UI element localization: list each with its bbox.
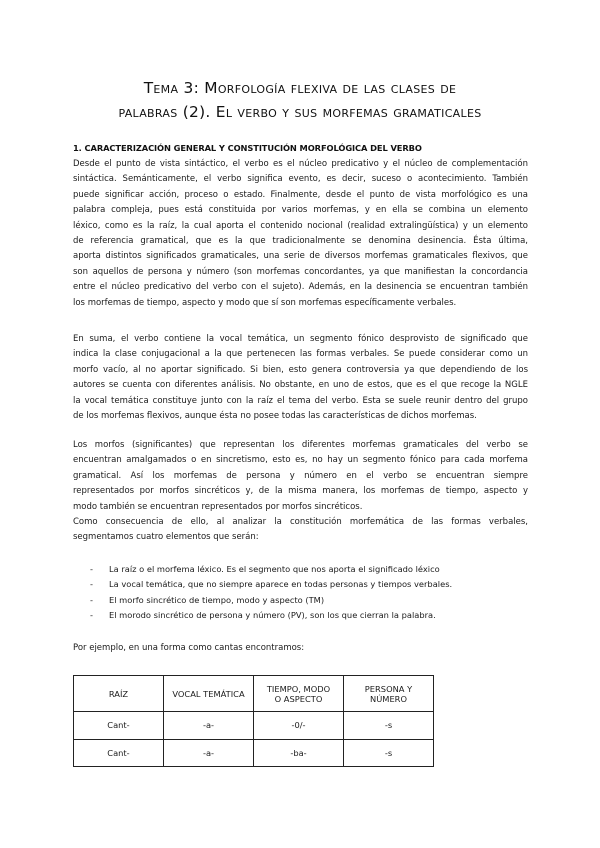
paragraph-line: morfo vacío, al no aportar significado. Si bien, esto genera controversia ya que dependiendo de los [73,364,528,375]
list-item [73,593,528,608]
table-cell: -s [344,712,434,740]
paragraph-line: segmentamos cuatro elementos que serán: [73,532,259,543]
title-prefix: Tema 3: [143,79,205,97]
table-cell: -s [344,739,434,767]
paragraph-line: autores se cuenta con diferentes análisis. No obstante, en uno de estos, que es el que recoge la NGLE [73,380,528,391]
table-header-text: O ASPECTO [274,693,323,704]
list-item-text: La raíz o el morfema léxico. Es el segmento que nos aporta el significado léxico [109,564,440,574]
bullet-marker: - [90,579,93,590]
paragraph-line: Desde el punto de vista sintáctico, el verbo es el núcleo predicativo y el núcleo de complementación [73,159,528,169]
paragraph-line: los morfemas de tiempo, aspecto y modo que sí son morfemas específicamente verbales. [73,297,457,308]
table-row [74,712,434,740]
table-header-text: PERSONA Y [364,683,413,694]
bullet-marker: - [90,594,93,605]
paragraph-line: son aquellos de persona y número (son morfemas concordantes, ya que manifiestan la concordancia [73,266,528,277]
table-cell: -a- [164,712,254,740]
paragraph-line: entre el núcleo predicativo del verbo con el sujeto). Además, en la desinencia se encuentran también [73,282,528,293]
table-cell: -a- [164,739,254,767]
title-line-2: palabras (2). El verbo y sus morfemas gramaticales [118,103,482,121]
title-line-1-text: Morfología flexiva de las clases de [204,79,457,97]
list-item [73,562,528,577]
paragraph-line: gramatical. Así los morfemas de persona y número en el verbo se encuentran siempre [73,470,528,481]
list-item [73,577,528,592]
table-header-cell [254,676,344,712]
table-cell: Cant- [74,712,164,740]
paragraph-line: Los morfos (significantes) que representan los diferentes morfemas gramaticales del verbo se [73,440,528,450]
table-cell: -ba- [254,739,344,767]
paragraph-line: Como consecuencia de ello, al analizar la constitución morfemática de las formas verbales, [73,517,528,528]
paragraph-line: de referencia gramatical, que es la que tradicionalmente se denomina desinencia. Ésta última, [73,236,528,247]
example-intro: Por ejemplo, en una forma como cantas encontramos: [73,643,305,653]
table-header-text: NÚMERO [370,693,407,704]
paragraph-1 [73,157,528,311]
table-header-text: RAÍZ [108,688,129,699]
paragraph-line: sintáctica. Semánticamente, el verbo significa evento, es decir, suceso o acontecimiento. También [73,174,528,185]
paragraph-line: modo también se encuentran representados por morfos sincréticos. [73,501,363,512]
list-item-text: La vocal temática, que no siempre aparece en todas personas y tiempos verbales. [109,579,453,590]
paragraph-line: En suma, el verbo contiene la vocal temática, un segmento fónico desprovisto de significado que [73,334,528,344]
paragraph-line: la vocal temática constituye junto con la raíz el tema del verbo. Esta se suele reunir dentro del grupo [73,395,528,406]
list-item [73,608,528,623]
table-header-cell [164,676,254,712]
title-line-1 [60,76,540,100]
table-header-cell [344,676,434,712]
paragraph-line: puede significar acción, proceso o estado. Finalmente, desde el punto de vista morfológico es una [73,189,528,200]
bullet-marker: - [90,564,93,574]
table-header-text: TIEMPO, MODO [266,683,331,694]
paragraph-line: palabra compleja, pues está constituida por varios morfemas, y en ella se combina un elemento [73,205,528,216]
table-header-cell [74,676,164,712]
bullet-marker: - [90,610,93,621]
table-header-text: VOCAL TEMÁTICA [172,688,245,699]
paragraph-line: aporta distintos significados gramaticales, una serie de diversos morfemas gramaticales flexivos, que [73,251,528,262]
paragraph-line: léxico, como es la raíz, la cual aporta el contenido nocional (realidad extralingüística) y un elemento [73,220,528,231]
morpheme-table [73,675,434,767]
document-title [60,76,540,124]
table-cell: Cant- [74,739,164,767]
table-header-row [74,676,434,712]
table-cell: -0/- [254,712,344,740]
paragraph-line: encuentran amalgamados o en sincretismo, esto es, no hay un segmento fónico para cada morfema [73,455,528,466]
element-list [73,562,528,624]
section-heading: 1. CARACTERIZACIÓN GENERAL Y CONSTITUCIÓN MORFOLÓGICA DEL VERBO [73,143,422,153]
list-item-text: El morodo sincrético de persona y número (PV), son los que cierran la palabra. [109,610,436,621]
paragraph-line: indica la clase conjugacional a la que pertenecen las formas verbales. Se puede considerar como un [73,349,528,360]
list-item-text: El morfo sincrético de tiempo, modo y aspecto (TM) [109,594,325,605]
paragraph-line: representados por morfos sincréticos y, de la misma manera, los morfemas de tiempo, aspecto y [73,486,528,497]
table-row [74,739,434,767]
paragraph-2 [73,332,528,424]
paragraph-line: de los morfemas flexivos, aunque ésta no posee todas las características de dichos morfemas. [73,411,477,422]
paragraph-3 [73,438,528,546]
